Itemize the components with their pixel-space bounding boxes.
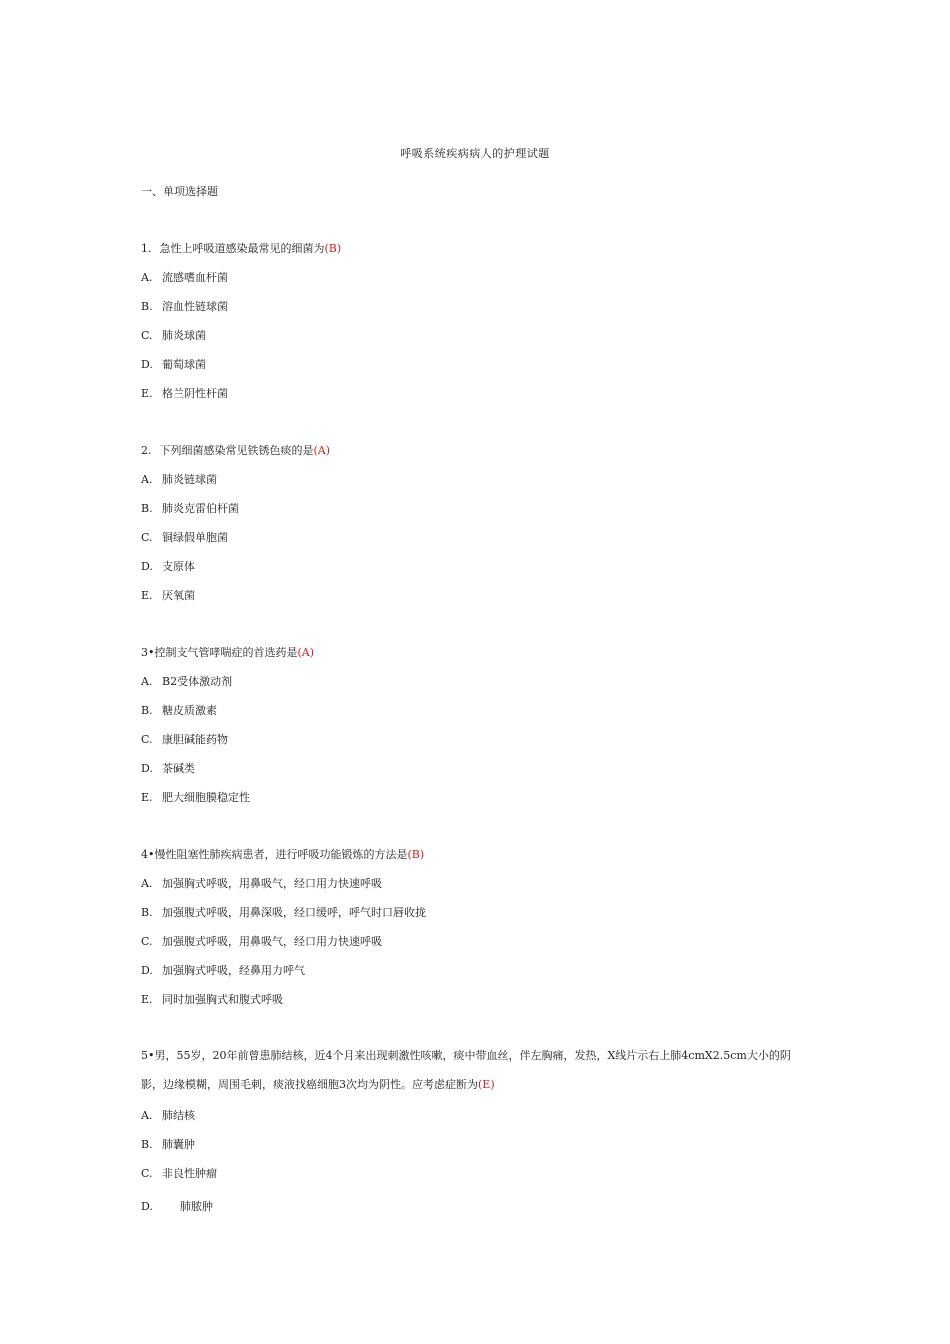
option-a xyxy=(141,875,382,891)
option-text: 肺炎球菌 xyxy=(162,329,206,342)
option-b xyxy=(141,904,426,920)
question-number: 2. xyxy=(141,444,152,457)
option-d xyxy=(141,1198,213,1214)
question-3 xyxy=(141,644,314,660)
option-letter: B. xyxy=(141,704,153,717)
question-1 xyxy=(141,240,341,256)
option-e xyxy=(141,991,283,1007)
option-text: 肥大细胞膜稳定性 xyxy=(162,791,250,804)
option-letter: C. xyxy=(141,733,153,746)
option-letter: B. xyxy=(141,502,153,515)
option-letter: D. xyxy=(141,560,153,573)
option-text: 加强胸式呼吸，经鼻用力呼气 xyxy=(162,964,305,977)
option-text: 支原体 xyxy=(162,560,195,573)
option-text: 厌氧菌 xyxy=(162,589,195,602)
option-b xyxy=(141,1136,195,1152)
option-letter: C. xyxy=(141,531,153,544)
question-stem: 急性上呼吸道感染最常见的细菌为 xyxy=(159,242,325,255)
option-text: 同时加强胸式和腹式呼吸 xyxy=(162,993,283,1006)
option-letter: A. xyxy=(141,271,153,284)
option-b xyxy=(141,702,217,718)
option-text: 溶血性链球菌 xyxy=(162,300,228,313)
option-d xyxy=(141,962,305,978)
option-b xyxy=(141,298,228,314)
option-letter: A. xyxy=(141,675,153,688)
option-b xyxy=(141,500,239,516)
option-a xyxy=(141,269,228,285)
option-letter: B. xyxy=(141,1138,153,1151)
option-text: B2受体激动剂 xyxy=(162,675,233,688)
option-letter: D. xyxy=(141,762,153,775)
option-letter: C. xyxy=(141,935,153,948)
option-a xyxy=(141,1107,195,1123)
option-text: 糖皮质激素 xyxy=(162,704,217,717)
option-a xyxy=(141,673,232,689)
question-number: 1. xyxy=(141,242,152,255)
answer-key: (B) xyxy=(324,242,342,255)
option-text: 肺炎链球菌 xyxy=(162,473,217,486)
option-c xyxy=(141,529,228,545)
option-text: 格兰阴性杆菌 xyxy=(162,387,228,400)
option-c xyxy=(141,327,206,343)
answer-key: (A) xyxy=(313,444,331,457)
section-heading: 一、单项选择题 xyxy=(141,185,218,198)
question-stem: 3•控制支气管哮喘症的首选药是 xyxy=(141,646,298,659)
option-text: 流感嗜血杆菌 xyxy=(162,271,228,284)
option-letter: A. xyxy=(141,473,153,486)
option-c xyxy=(141,933,382,949)
option-text: 加强腹式呼吸，用鼻吸气，经口用力快速呼吸 xyxy=(162,935,382,948)
option-letter: D. xyxy=(141,1200,153,1213)
option-letter: A. xyxy=(141,877,153,890)
question-stem: 5•男，55岁，20年前曾患肺结核，近4个月来出现刺激性咳嗽，痰中带血丝，伴左胸痛，发热，X线片示右上肺4cmX2.5cm大小的阴影，边缘模糊，周围毛刺，痰液找癌细胞3次均为阴性。应考虑症断为 xyxy=(141,1049,791,1091)
option-e xyxy=(141,789,250,805)
option-letter: C. xyxy=(141,1167,153,1180)
option-a xyxy=(141,471,217,487)
page-title: 呼吸系统疾病病人的护理试题 xyxy=(400,147,550,160)
option-letter: D. xyxy=(141,964,153,977)
option-c xyxy=(141,731,228,747)
option-letter: A. xyxy=(141,1109,153,1122)
answer-key: (B) xyxy=(407,848,425,861)
answer-key: (A) xyxy=(297,646,315,659)
option-e xyxy=(141,587,195,603)
option-letter: E. xyxy=(141,589,153,602)
option-text: 肺结核 xyxy=(162,1109,195,1122)
question-5 xyxy=(141,1041,801,1099)
option-text: 肺囊肿 xyxy=(162,1138,195,1151)
question-stem: 4•慢性阻塞性肺疾病患者，进行呼吸功能锻炼的方法是 xyxy=(141,848,408,861)
option-text: 非良性肿瘤 xyxy=(162,1167,217,1180)
option-text: 肺炎克雷伯杆菌 xyxy=(162,502,239,515)
option-text: 葡萄球菌 xyxy=(162,358,206,371)
option-letter: E. xyxy=(141,791,153,804)
question-4 xyxy=(141,846,424,862)
answer-key: (E) xyxy=(478,1078,495,1091)
option-letter: E. xyxy=(141,387,153,400)
option-d xyxy=(141,356,206,372)
option-letter: B. xyxy=(141,906,153,919)
question-stem: 下列细菌感染常见铁锈色痰的是 xyxy=(159,444,314,457)
option-letter: D. xyxy=(141,358,153,371)
option-text: 加强腹式呼吸，用鼻深吸，经口缓呼，呼气时口唇收拢 xyxy=(162,906,426,919)
option-d xyxy=(141,760,195,776)
option-d xyxy=(141,558,195,574)
option-text: 茶碱类 xyxy=(162,762,195,775)
option-letter: E. xyxy=(141,993,153,1006)
option-text: 铜绿假单胞菌 xyxy=(162,531,228,544)
option-text: 加强胸式呼吸，用鼻吸气，经口用力快速呼吸 xyxy=(162,877,382,890)
option-text: 肺脓肿 xyxy=(180,1200,213,1213)
option-e xyxy=(141,385,228,401)
option-letter: B. xyxy=(141,300,153,313)
option-text: 康胆碱能药物 xyxy=(162,733,228,746)
question-2 xyxy=(141,442,330,458)
option-c xyxy=(141,1165,217,1181)
option-letter: C. xyxy=(141,329,153,342)
